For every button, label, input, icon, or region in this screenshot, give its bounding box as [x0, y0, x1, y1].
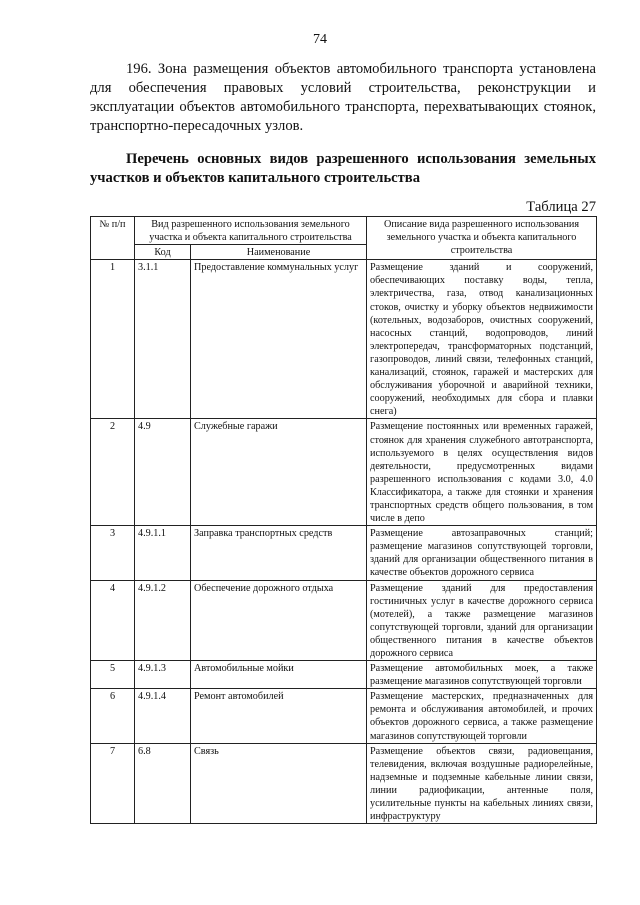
row-number: 4 — [91, 580, 135, 661]
table-row — [91, 526, 597, 580]
page-number: 74 — [313, 32, 327, 47]
row-number: 5 — [91, 661, 135, 689]
row-number: 2 — [91, 419, 135, 526]
header-kind-group: Вид разрешенного использования земельного участка и объекта капитального строительства — [135, 217, 367, 245]
row-name — [191, 260, 367, 419]
table-row — [91, 661, 597, 689]
row-code: 4.9 — [135, 419, 191, 526]
header-description: Описание вида разрешенного использования земельного участка и объекта капитального строительства — [367, 217, 597, 260]
intro-paragraph: 196. Зона размещения объектов автомобильного транспорта установлена для обеспечения правовых условий строительства, реконструкции и эксплуатации объектов автомобильного транспорта, перехватывающих стоянок, транспортно-пересадочных узлов. — [90, 61, 596, 134]
list-title: Перечень основных видов разрешенного использования земельных участков и объектов капитального строительства — [90, 151, 596, 186]
row-number: 6 — [91, 689, 135, 743]
row-code: 4.9.1.2 — [135, 580, 191, 661]
row-code: 6.8 — [135, 743, 191, 824]
row-name: Заправка транспортных средств — [191, 526, 367, 580]
row-number: 7 — [91, 743, 135, 824]
row-name-text: Предоставление коммунальных услуг — [194, 262, 359, 274]
table-row — [91, 743, 597, 824]
row-number: 3 — [91, 526, 135, 580]
row-description: Размещение объектов связи, радиовещания, телевидения, включая воздушные радиорелейные, надземные и подземные кабельные линии связи, линии радиофикации, антенные поля, усилительные пункты на кабельных линиях связи, инфраструктуру — [367, 743, 597, 824]
land-use-table — [90, 216, 597, 824]
row-name: Обеспечение дорожного отдыха — [191, 580, 367, 661]
row-name: Ремонт автомобилей — [191, 689, 367, 743]
row-name: Автомобильные мойки — [191, 661, 367, 689]
row-name: Связь — [191, 743, 367, 824]
header-code: Код — [135, 245, 191, 260]
table-row — [91, 580, 597, 661]
row-name: Служебные гаражи — [191, 419, 367, 526]
table-row — [91, 419, 597, 526]
row-code: 4.9.1.3 — [135, 661, 191, 689]
table-row — [91, 689, 597, 743]
row-description: Размещение зданий и сооружений, обеспечивающих поставку воды, тепла, электричества, газа, отвод канализационных стоков, очистку и уборку объектов недвижимости (котельных, водозаборов, очистных сооружений, насосных станций, водопроводов, линий электропередач, трансформаторных подстанций, газопроводов, линий связи, телефонных станций, канализаций, стоянок, гаражей и мастерских для обслуживания уборочной и аварийной техники, сооружений, необходимых для сбора и плавки снега) — [367, 260, 597, 419]
row-code: 4.9.1.4 — [135, 689, 191, 743]
table-caption: Таблица 27 — [526, 199, 596, 215]
table-row — [91, 260, 597, 419]
row-description: Размещение автозаправочных станций; размещение магазинов сопутствующей торговли, зданий для организации общественного питания в качестве объектов дорожного сервиса — [367, 526, 597, 580]
row-description: Размещение зданий для предоставления гостиничных услуг в качестве дорожного сервиса (мотелей), а также размещение магазинов сопутствующей торговли, зданий для организации общественного питания в качестве объектов дорожного сервиса — [367, 580, 597, 661]
row-description: Размещение постоянных или временных гаражей, стоянок для хранения служебного автотранспорта, используемого в целях осуществления видов деятельности, предусмотренных видами разрешенного использования с кодами 3.0, 4.0 Классификатора, а также для стоянки и хранения транспортных средств общего пользования, в том числе в депо — [367, 419, 597, 526]
header-num: № п/п — [91, 217, 135, 260]
row-description: Размещение мастерских, предназначенных для ремонта и обслуживания автомобилей, и прочих объектов дорожного сервиса, а также размещение магазинов сопутствующей торговли — [367, 689, 597, 743]
row-code: 4.9.1.1 — [135, 526, 191, 580]
row-number: 1 — [91, 260, 135, 419]
row-description: Размещение автомобильных моек, а также размещение магазинов сопутствующей торговли — [367, 661, 597, 689]
header-name: Наименование — [191, 245, 367, 260]
row-code: 3.1.1 — [135, 260, 191, 419]
